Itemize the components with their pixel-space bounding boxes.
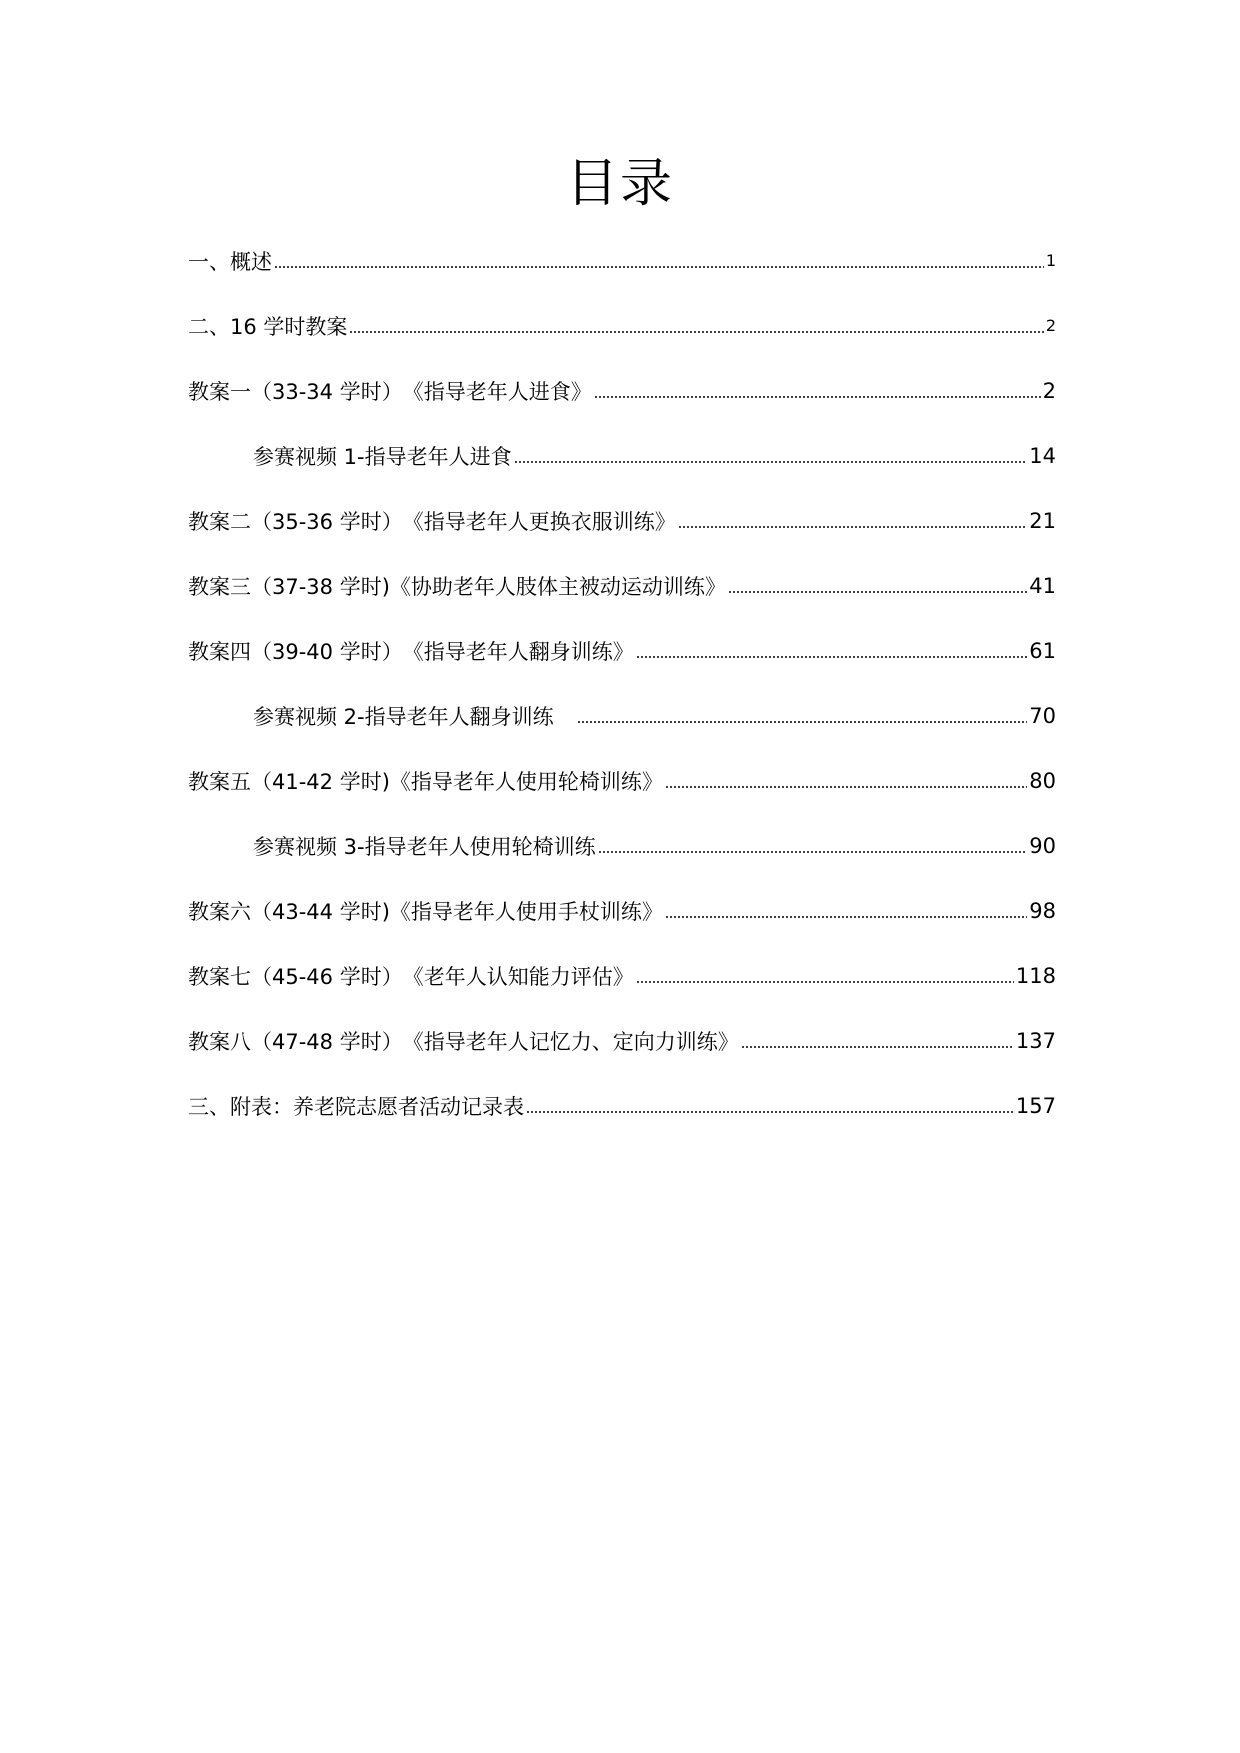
dot-leader — [594, 395, 1041, 398]
toc-entry-text: 二、16 学时教案 — [188, 314, 348, 339]
toc-page-number: 41 — [1029, 573, 1056, 598]
toc-entry-plan-4[interactable] — [188, 618, 1056, 683]
dot-leader — [526, 1110, 1014, 1113]
toc-page-number: 2 — [1042, 378, 1056, 403]
toc-entry-video-2[interactable] — [188, 683, 1056, 748]
toc-page-number: 70 — [1029, 703, 1056, 728]
toc-entry-text: 教案五（41-42 学时)《指导老年人使用轮椅训练》 — [188, 769, 663, 794]
dot-leader — [514, 460, 1028, 463]
toc-entry-plan-5[interactable] — [188, 748, 1056, 813]
toc-entry-overview[interactable] — [188, 228, 1056, 293]
toc-entry-text: 参赛视频 3-指导老年人使用轮椅训练 — [253, 834, 596, 859]
dot-leader — [665, 915, 1027, 918]
page-title: 目录 — [565, 154, 674, 214]
table-of-contents — [188, 228, 1056, 1138]
dot-leader — [741, 1045, 1014, 1048]
toc-page-number: 137 — [1015, 1028, 1056, 1053]
toc-entry-text: 教案六（43-44 学时)《指导老年人使用手杖训练》 — [188, 899, 663, 924]
toc-entry-plan-2[interactable] — [188, 488, 1056, 553]
toc-entry-video-3[interactable] — [188, 813, 1056, 878]
toc-entry-plan-1[interactable] — [188, 358, 1056, 423]
toc-page-number: 80 — [1029, 768, 1056, 793]
toc-page-number: 98 — [1029, 898, 1056, 923]
toc-entry-text: 教案七（45-46 学时） 《老年人认知能力评估》 — [188, 964, 634, 989]
toc-page-number: 2 — [1045, 316, 1056, 335]
toc-page-number: 14 — [1029, 443, 1056, 468]
dot-leader — [349, 330, 1043, 333]
dot-leader — [577, 720, 1028, 723]
dot-leader — [728, 590, 1027, 593]
toc-entry-text: 三、附表：养老院志愿者活动记录表 — [188, 1094, 524, 1119]
toc-page-number: 61 — [1029, 638, 1056, 663]
toc-page-number: 21 — [1029, 508, 1056, 533]
dot-leader — [678, 525, 1028, 528]
toc-entry-text: 教案四（39-40 学时） 《指导老年人翻身训练》 — [188, 639, 634, 664]
toc-page-number: 90 — [1029, 833, 1056, 858]
toc-page-number: 118 — [1015, 963, 1056, 988]
toc-entry-text: 一、概述 — [188, 249, 272, 274]
toc-entry-text: 参赛视频 1-指导老年人进食 — [253, 444, 512, 469]
toc-entry-plan-8[interactable] — [188, 1008, 1056, 1073]
toc-entry-plan-3[interactable] — [188, 553, 1056, 618]
dot-leader — [274, 265, 1044, 268]
toc-entry-plan-6[interactable] — [188, 878, 1056, 943]
toc-entry-video-1[interactable] — [188, 423, 1056, 488]
toc-entry-text: 教案八（47-48 学时） 《指导老年人记忆力、定向力训练》 — [188, 1029, 739, 1054]
dot-leader — [636, 655, 1028, 658]
toc-entry-text: 参赛视频 2-指导老年人翻身训练 — [253, 704, 575, 729]
toc-entry-lesson-plans[interactable] — [188, 293, 1056, 358]
dot-leader — [598, 850, 1028, 853]
toc-entry-appendix[interactable] — [188, 1073, 1056, 1138]
dot-leader — [636, 980, 1014, 983]
toc-page-number: 1 — [1045, 251, 1056, 270]
toc-entry-text: 教案三（37-38 学时)《协助老年人肢体主被动运动训练》 — [188, 574, 726, 599]
toc-entry-text: 教案一（33-34 学时） 《指导老年人进食》 — [188, 379, 592, 404]
toc-entry-text: 教案二（35-36 学时） 《指导老年人更换衣服训练》 — [188, 509, 676, 534]
toc-page-number: 157 — [1015, 1093, 1056, 1118]
dot-leader — [665, 785, 1027, 788]
toc-entry-plan-7[interactable] — [188, 943, 1056, 1008]
